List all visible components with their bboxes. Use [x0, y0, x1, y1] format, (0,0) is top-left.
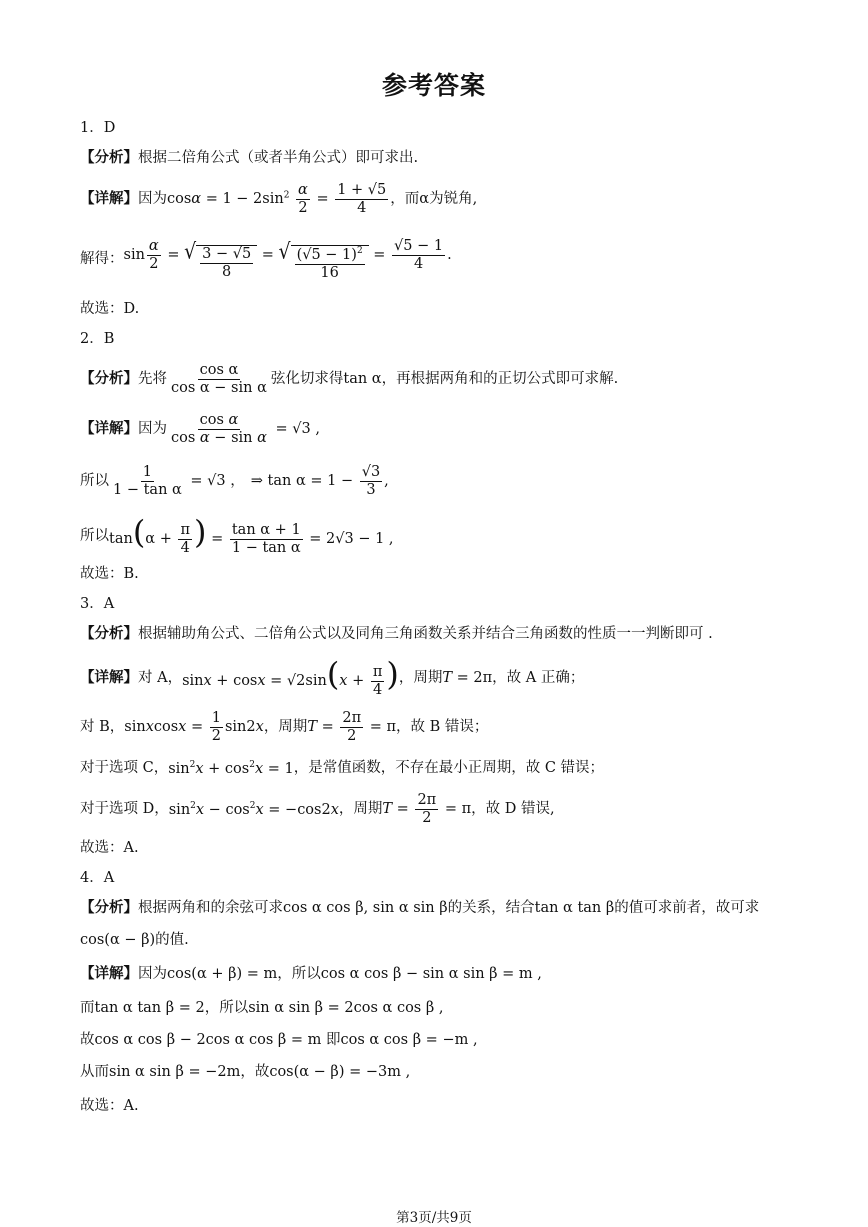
q3-analysis	[80, 627, 713, 642]
d-end: ，故 D 错误,	[471, 800, 555, 817]
analysis-text: 根据二倍角公式（或者半角公式）即可求出.	[138, 150, 419, 166]
detail-line: 从而sin α sin β = −2m，故cos(α − β) = −3m ,	[80, 1064, 411, 1080]
q3-b-period: T = $\frac{2\pi}{2}$ = π	[307, 710, 397, 744]
detail-tag: 【详解】	[80, 668, 138, 686]
q4-detail-1	[80, 967, 542, 982]
detail-pre: 因为	[138, 420, 167, 437]
detail-tag: 【详解】	[80, 419, 138, 437]
q3-detail-a	[80, 655, 585, 698]
analysis-tag: 【分析】	[80, 625, 138, 642]
c-pre: 对于选项 C，	[80, 760, 169, 777]
q4-detail-4	[80, 1065, 410, 1080]
q2-choice: 故选：B.	[80, 566, 139, 582]
q1-answer: 1．D	[80, 120, 116, 136]
analysis-post: 弦化切求得tan α，再根据两角和的正切公式即可求解.	[270, 370, 619, 387]
a-end: ，故 A 正确；	[492, 669, 585, 686]
q2-detail	[80, 412, 320, 446]
analysis-text-1: 根据两角和的余弦可求cos α cos β, sin α sin β的关系，结合tan α tan β的值可求前者，故可求	[138, 900, 760, 916]
q2-formula1: $\frac{\text{cos α}}{\text{cos α − sin α}}$ = √3 ,	[171, 412, 320, 446]
analysis-text: 根据辅助角公式、二倍角公式以及同角三角函数关系并结合三角函数的性质一一判断即可 .	[138, 626, 713, 642]
q1-detail	[80, 182, 477, 216]
b-pre: 对 B，	[80, 718, 125, 735]
detail-line: 故cos α cos β − 2cos α cos β = m 即cos α cos β = −m ,	[80, 1032, 478, 1048]
q3-b-formula: sinxcosx = $\frac{1}{2}$ sin2x	[124, 710, 264, 744]
detail-line: 因为cos(α + β) = m，所以cos α cos β − sin α sin β = m ,	[138, 966, 542, 982]
detail-tag: 【详解】	[80, 189, 138, 207]
q3-choice: 故选：A.	[80, 840, 139, 856]
q3-a-formula: sinx + cosx = √2sin(x + $\frac{\pi}{4}$ )	[182, 655, 399, 698]
q1-choice: 故选：D.	[80, 301, 140, 317]
q1-solve	[80, 238, 452, 281]
q1-solve-formula: sin $\frac{\alpha}{2}$ = √ $\frac{3 - √5}{8}$ = √ $\frac{(√5 - 1)^2}{16}$ = $\frac{√5 - 1}{4}$ .	[123, 238, 452, 281]
q2-analysis	[80, 362, 618, 396]
q3-answer: 3．A	[80, 596, 115, 612]
q3-d-formula: $\sin^2x - \cos^2x = -\cos 2x$	[168, 800, 339, 818]
d-pre: 对于选项 D，	[80, 800, 169, 817]
line-pre: 所以	[80, 527, 109, 544]
q2-formula3: tan(α + $\frac{\pi}{4}$ ) = $\frac{\text{tan α + 1}}{\text{1 − tan α}}$ = 2√3 − 1 ,	[109, 513, 394, 556]
q4-analysis-cont	[80, 933, 189, 948]
page-title: 参考答案	[381, 71, 486, 100]
q2-line3	[80, 464, 389, 498]
analysis-text-2: cos(α − β)的值.	[80, 932, 189, 948]
q2-formula2: $\frac{1}{\text{1 − tan α}}$ = √3 ， ⇒ tan α = 1 − $\frac{√3}{3}$ ,	[113, 464, 389, 498]
q3-d-period: T = $\frac{2\pi}{2}$ = π	[382, 792, 472, 826]
q4-detail-3	[80, 1033, 478, 1048]
detail-line: 而tan α tan β = 2，所以sin α sin β = 2cos α cos β ,	[80, 1000, 444, 1016]
q4-answer: 4．A	[80, 870, 115, 886]
q2-fraction: $\frac{\text{cos α}}{\text{cos α − sin α}}$	[171, 362, 267, 396]
page-footer: 第3页/共9页	[396, 1210, 472, 1226]
q3-detail-b	[80, 710, 488, 744]
b-mid: ，周期	[263, 718, 308, 735]
analysis-tag: 【分析】	[80, 899, 138, 916]
q4-detail-2	[80, 1001, 443, 1016]
solve-pre: 解得：	[80, 251, 124, 268]
detail-tag: 【详解】	[80, 965, 138, 982]
detail-post: ，而α为锐角,	[390, 190, 478, 207]
q4-analysis	[80, 901, 759, 916]
line-pre: 所以	[80, 472, 109, 489]
q3-detail-d	[80, 792, 555, 826]
a-post: ，周期	[398, 669, 443, 686]
q1-formula: $\cos\alpha = 1 - 2\sin^2$ $\frac{\alpha}{2}$ = $\frac{1 + √5}{4}$	[167, 182, 387, 216]
q3-a-period: T = 2π	[442, 669, 493, 686]
q2-line4	[80, 513, 394, 556]
b-end: ，故 B 错误；	[396, 718, 489, 735]
analysis-tag: 【分析】	[80, 149, 138, 166]
q1-analysis	[80, 151, 418, 166]
q3-c-formula: $\sin^2x + \cos^2x = 1$	[168, 760, 294, 777]
a-pre: 对 A，	[138, 669, 183, 686]
analysis-tag: 【分析】	[80, 369, 138, 387]
q4-choice: 故选：A.	[80, 1098, 139, 1114]
q3-detail-c	[80, 761, 604, 776]
d-mid: ，周期	[338, 800, 383, 817]
detail-pre: 因为	[138, 190, 167, 207]
analysis-pre: 先将	[138, 370, 167, 387]
q2-answer: 2．B	[80, 331, 115, 347]
c-post: ，是常值函数，不存在最小正周期，故 C 错误；	[293, 760, 605, 777]
